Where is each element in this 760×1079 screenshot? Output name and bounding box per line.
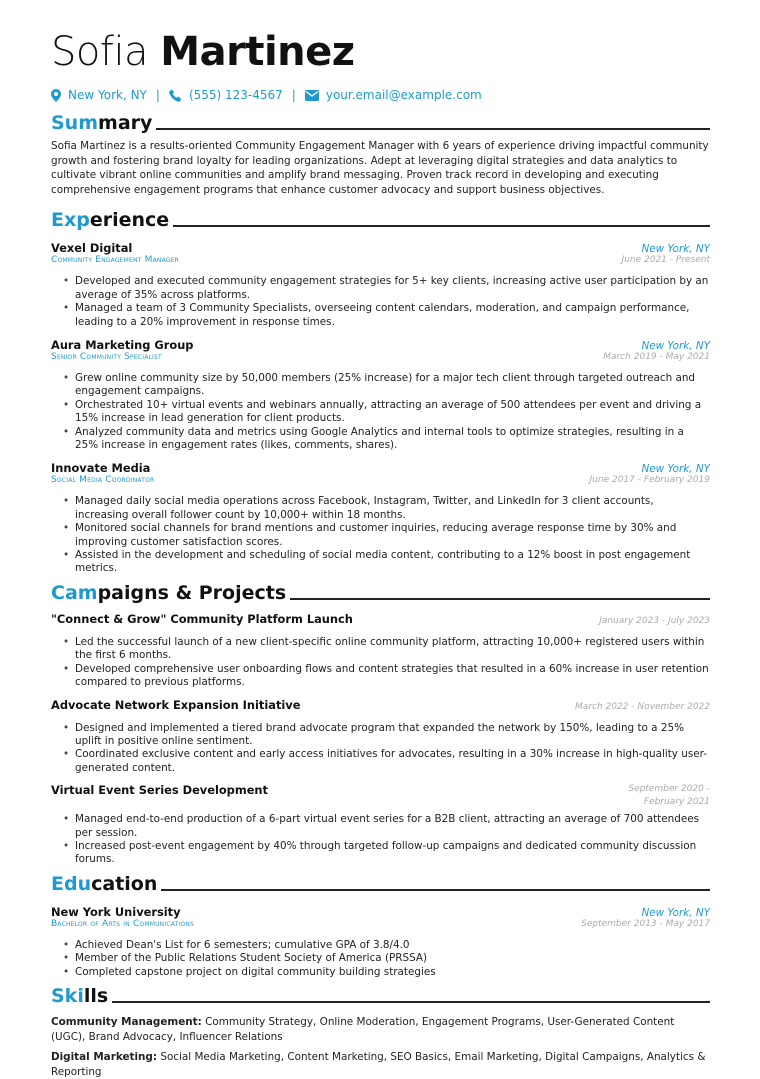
section-rule (156, 128, 710, 130)
section-projects-heading (51, 582, 710, 604)
email-link[interactable]: your.email@example.com (325, 88, 482, 102)
project-dates: March 2022 - November 2022 (575, 701, 710, 712)
section-title-rest: paigns & Projects (97, 581, 287, 604)
skill-values: Social Media Marketing, Content Marketing, SEO Basics, Email Marketing, Digital Campaigns, Analytics & Reporting (51, 1051, 706, 1078)
school-name: New York University (51, 904, 181, 919)
job-title: Community Engagement Manager (51, 255, 180, 266)
section-skills-heading (51, 985, 710, 1007)
project-entry (51, 698, 710, 776)
bullet-item: • Led the successful launch of a new client-specific online community platform, attracting 10,000+ registered users within the first 6 months. (63, 636, 710, 663)
last-name: Martinez (160, 29, 355, 75)
project-title: "Connect & Grow" Community Platform Launch (51, 611, 353, 626)
employer-name: Vexel Digital (51, 241, 133, 256)
employer-name: Innovate Media (51, 461, 151, 476)
project-entry (51, 612, 710, 690)
bullet-list (51, 722, 710, 776)
job-location: New York, NY (641, 463, 710, 476)
bullet-item: • Developed comprehensive user onboarding flows and content strategies that resulted in a 60% increase in user retention compared to previous platforms. (63, 663, 710, 690)
bullet-list (51, 813, 710, 867)
skill-category: Digital Marketing: (51, 1051, 158, 1064)
section-rule (290, 598, 710, 600)
skill-line (51, 1015, 710, 1044)
section-rule (161, 889, 710, 891)
project-dates: January 2023 - July 2023 (599, 615, 710, 626)
degree: Bachelor of Arts in Communications (51, 918, 195, 929)
job-dates: March 2019 - May 2021 (603, 352, 710, 362)
section-title-rest: mary (98, 112, 153, 134)
skill-values: Community Strategy, Online Moderation, Engagement Programs, User-Generated Content (UGC), Brand Advocacy, Influencer Relations (51, 1015, 675, 1043)
summary-text: Sofia Martinez is a results-oriented Community Engagement Manager with 6 years of experience driving impactful community growth and fostering brand loyalty for leading organizations. Adept at leveraging digital strategies and data analytics to cultivate vibrant online communities and amplify brand messaging. Proven track record in developing and executing comprehensive engagement programs that enhance customer advocacy and support business objectives. (51, 140, 709, 196)
location-text: New York, NY (68, 88, 147, 102)
section-title-rest: erience (89, 209, 170, 232)
bullet-item: • Managed daily social media operations across Facebook, Instagram, Twitter, and LinkedIn for 3 client accounts, increasing overall follower count by 10,000+ within 18 months. (63, 495, 710, 522)
section-title-rest: lls (83, 984, 109, 1007)
education-entry (51, 905, 710, 979)
contact-location (51, 88, 147, 102)
bullet-item: • Orchestrated 10+ virtual events and webinars annually, attracting an average of 500 attendees per event and driving a 15% increase in lead generation for client products. (63, 399, 710, 426)
bullet-item: • Designed and implemented a tiered brand advocate program that expanded the network by 150%, leading to a 25% uplift in positive online sentiment. (63, 722, 710, 749)
bullet-item: • Member of the Public Relations Student Society of America (PRSSA) (63, 952, 710, 965)
bullet-list (51, 939, 710, 979)
bullet-item: • Assisted in the development and scheduling of social media content, contributing to a 12% boost in post engagement metrics. (63, 549, 710, 576)
bullet-item: • Achieved Dean's List for 6 semesters; cumulative GPA of 3.8/4.0 (63, 939, 710, 952)
job-dates: June 2021 - Present (621, 255, 710, 266)
candidate-name (51, 28, 710, 76)
bullet-item: • Monitored social channels for brand mentions and customer inquiries, reducing average response time by 30% and improving customer satisfaction scores. (63, 522, 710, 549)
section-rule (112, 1001, 710, 1003)
contact-phone[interactable] (169, 88, 283, 102)
bullet-item: • Managed end-to-end production of a 6-part virtual event series for a B2B client, attracting an average of 700 attendees per session. (63, 813, 710, 840)
phone-text[interactable]: (555) 123-4567 (188, 88, 283, 102)
bullet-item: • Developed and executed community engagement strategies for 5+ key clients, increasing active user participation by an average of 35% across platforms. (63, 275, 710, 302)
project-title: Virtual Event Series Development (51, 783, 268, 798)
section-title-accent: Sum (51, 112, 99, 134)
section-title-accent: Edu (51, 872, 92, 895)
section-title-accent: Exp (51, 209, 90, 232)
contact-separator: | (291, 88, 296, 102)
section-title-accent: Ski (51, 984, 84, 1007)
section-summary-heading (51, 112, 710, 134)
contact-separator: | (155, 88, 160, 102)
bullet-item: • Completed capstone project on digital community building strategies (63, 966, 710, 979)
first-name: Sofia (51, 29, 149, 75)
education-dates: September 2013 - May 2017 (581, 918, 710, 929)
bullet-item: • Analyzed community data and metrics using Google Analytics and internal tools to optimize strategies, resulting in a 25% increase in engagement rates (likes, comments, shares). (63, 426, 710, 453)
job-title: Senior Community Specialist (51, 352, 162, 362)
phone-icon (169, 89, 182, 102)
map-pin-icon (51, 89, 61, 102)
project-entry (51, 783, 710, 867)
section-title-rest: cation (91, 872, 158, 895)
bullet-item: • Grew online community size by 50,000 members (25% increase) for a major tech client through targeted outreach and engagement campaigns. (63, 372, 710, 399)
section-rule (173, 225, 710, 227)
bullet-list (51, 636, 710, 690)
school-location: New York, NY (641, 906, 710, 919)
section-education-heading (51, 873, 710, 895)
experience-entry (51, 338, 710, 452)
bullet-item: • Managed a team of 3 Community Specialists, overseeing content calendars, moderation, and campaign performance, leading to a 20% improvement in response times. (63, 302, 710, 329)
skill-category: Community Management: (51, 1015, 202, 1028)
job-title: Social Media Coordinator (51, 475, 155, 486)
bullet-list (51, 495, 710, 575)
experience-entry (51, 461, 710, 575)
job-location: New York, NY (641, 340, 710, 352)
bullet-item: • Coordinated exclusive content and early access initiatives for advocates, resulting in a 30% increase in high-quality user-generated content. (63, 748, 710, 775)
contact-bar (51, 88, 710, 102)
job-dates: June 2017 - February 2019 (589, 475, 710, 486)
bullet-list (51, 372, 710, 452)
project-title: Advocate Network Expansion Initiative (51, 697, 301, 712)
envelope-icon (305, 90, 319, 101)
experience-entry (51, 241, 710, 329)
job-location: New York, NY (641, 243, 710, 256)
section-experience-heading (51, 209, 710, 231)
contact-email[interactable] (305, 88, 482, 102)
project-dates: September 2020 - February 2021 (628, 784, 710, 808)
section-title-accent: Cam (51, 581, 98, 604)
employer-name: Aura Marketing Group (51, 338, 194, 352)
bullet-item: • Increased post-event engagement by 40% through targeted follow-up campaigns and dedicated community discussion forums. (63, 840, 710, 867)
bullet-list (51, 275, 710, 329)
